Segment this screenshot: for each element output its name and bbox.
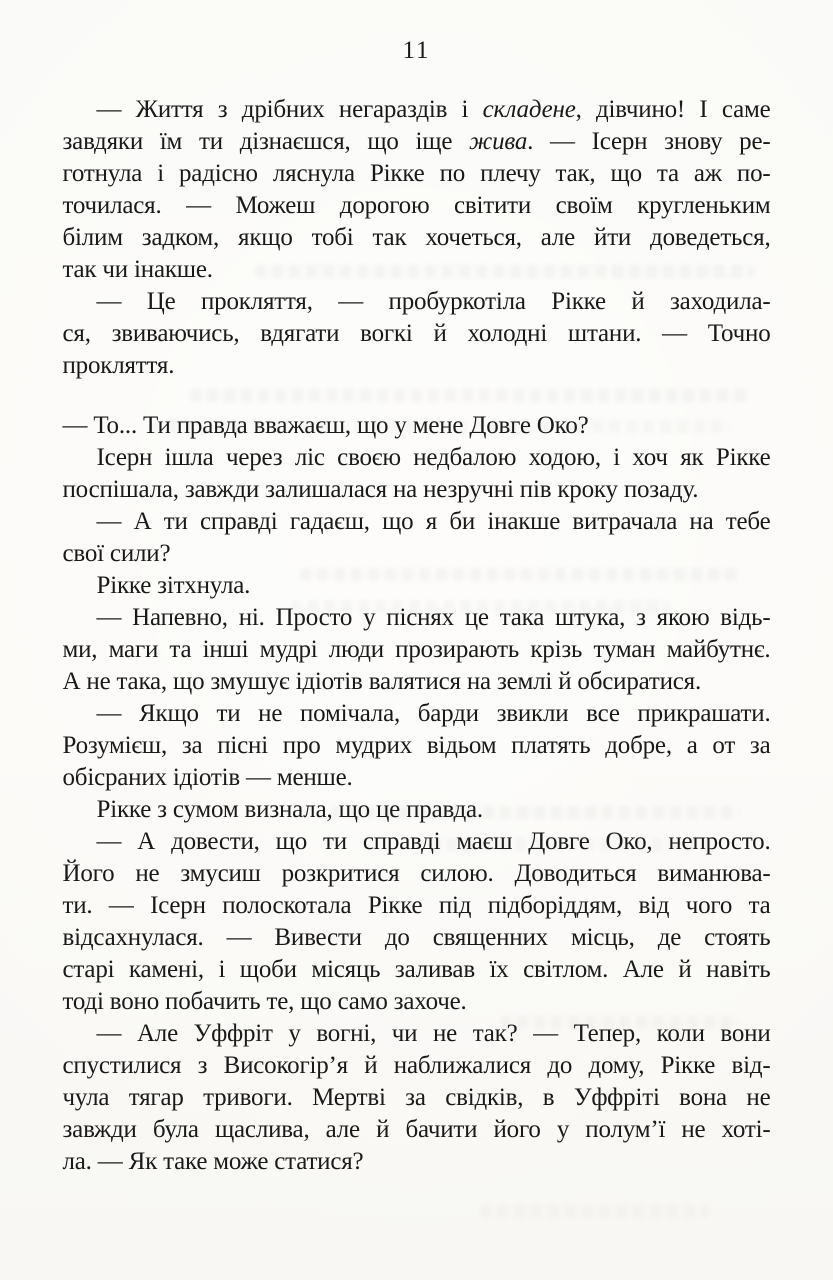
text-line: точилася. — Можеш дорогою світити своїм кругленьким — [62, 192, 771, 219]
scan-bleed-artifact — [480, 1205, 710, 1218]
text-line: Ісерн ішла через ліс своєю недбалою ходою, і хоч як Рікке — [96, 444, 771, 471]
text-line: — А довести, що ти справді маєш Довге Око, непросто. — [96, 828, 771, 855]
paragraph — [63, 442, 771, 506]
text-line: свої сили? — [62, 540, 171, 567]
paragraph — [63, 286, 771, 382]
paragraph — [63, 1018, 771, 1178]
text-line: чула тягар тривоги. Мертві за свідків, в Уффріті вона не — [62, 1084, 771, 1111]
text-line: — Напевно, ні. Просто у піснях це така штука, з якою відь- — [96, 604, 771, 631]
text-line: відсахнулася. — Вивести до священних місць, де стоять — [62, 924, 771, 951]
paragraph — [63, 94, 771, 286]
text-line: — Життя з дрібних негараздів і складене, дівчино! І саме — [96, 96, 771, 123]
text-line: спустилися з Високогір’я й наближалися до дому, Рікке від- — [62, 1052, 771, 1079]
text-line: — То... Ти правда вважаєш, що у мене Довге Око? — [62, 412, 589, 439]
text-line: — Але Уффріт у вогні, чи не так? — Тепер, коли вони — [96, 1020, 771, 1047]
text-line: білим задком, якщо тобі так хочеться, але йти доведеться, — [62, 224, 771, 251]
paragraph — [63, 410, 771, 442]
text-line: ла. — Як таке може статися? — [62, 1148, 364, 1175]
text-line: — Якщо ти не помічала, барди звикли все прикрашати. — [96, 700, 771, 727]
text-line: обісраних ідіотів — менше. — [62, 764, 353, 791]
text-line: Рікке зітхнула. — [96, 572, 251, 599]
text-line: завжди була щаслива, але й бачити його у полум’ї не хоті- — [62, 1116, 771, 1143]
text-line: ти. — Ісерн полоскотала Рікке під підборіддям, від чого та — [62, 892, 771, 919]
text-line: ся, звиваючись, вдягати вогкі й холодні штани. — Точно — [62, 320, 771, 347]
paragraph — [63, 826, 771, 1018]
text-line: ми, маги та інші мудрі люди прозирають крізь туман майбутнє. — [62, 636, 771, 663]
text-line: так чи інакше. — [62, 256, 213, 283]
text-line: завдяки їм ти дізнаєшся, що іще жива. — Ісерн знову ре- — [62, 128, 771, 155]
text-line: А не така, що змушує ідіотів валятися на землі й обсиратися. — [62, 668, 702, 695]
paragraph — [63, 602, 771, 698]
text-block — [63, 94, 771, 1178]
text-line: — А ти справді гадаєш, що я би інакше витрачала на тебе — [96, 508, 771, 535]
text-line: готнула і радісно ляснула Рікке по плечу так, що та аж по- — [62, 160, 771, 187]
paragraph — [63, 794, 771, 826]
text-line: поспішала, завжди залишалася на незручні пів кроку позаду. — [62, 476, 699, 503]
text-line: прокляття. — [62, 352, 175, 379]
text-line: — Це прокляття, — пробуркотіла Рікке й заходила- — [96, 288, 771, 315]
text-line: старі камені, і щоби місяць заливав їх світлом. Але й навіть — [62, 956, 771, 983]
paragraph — [63, 506, 771, 570]
page-number: 11 — [402, 37, 431, 64]
paragraph — [63, 698, 771, 794]
text-line: тоді воно побачить те, що само захоче. — [62, 988, 467, 1015]
paragraph — [63, 570, 771, 602]
text-line: Розумієш, за пісні про мудрих відьом платять добре, а от за — [62, 732, 771, 759]
text-line: Рікке з сумом визнала, що це правда. — [96, 796, 483, 823]
text-line: Його не змусиш розкритися силою. Доводиться виманюва- — [62, 860, 771, 887]
